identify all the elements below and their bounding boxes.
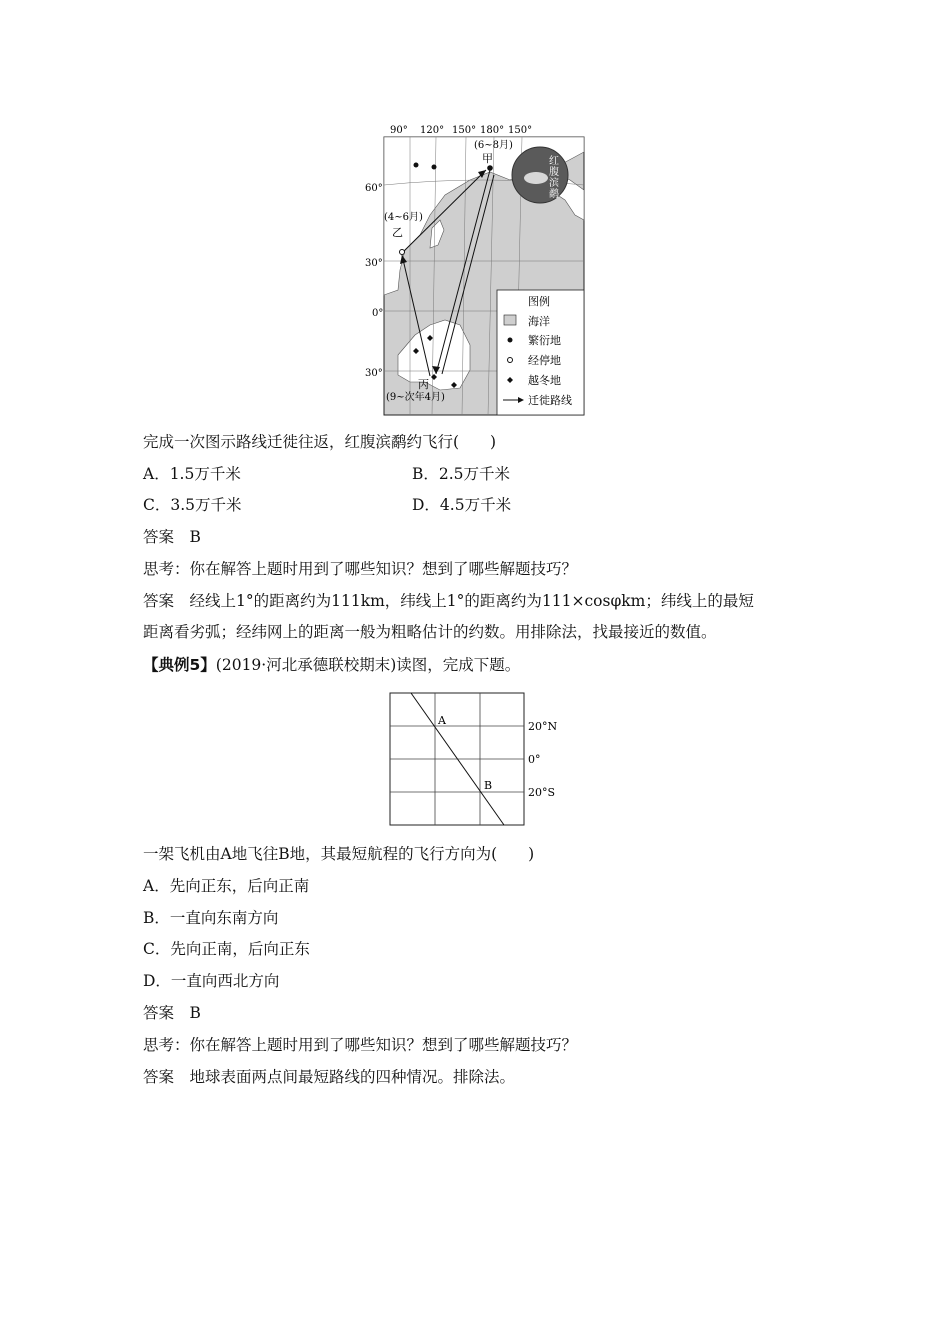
q1-option-c: C．3.5万千米 [143,496,242,514]
grid-lat-label: 20°N [528,720,558,733]
legend-item-label: 经停地 [528,354,561,367]
legend-item-label: 越冬地 [528,374,561,387]
map-lon-label: 90° [390,125,408,136]
grid-point-a: A [438,714,446,727]
map-lon-label: 180° [480,125,505,136]
q1-explain-1: 答案 经线上1°的距离约为111km，纬线上1°的距离约为111×cosφkm；纬线上的最短 [143,592,754,610]
site-jia-period: (6~8月) [474,140,513,151]
bird-label: 红腹滨鹬 [546,155,558,199]
migration-map [365,120,590,420]
example5-tag: 【典例5】 [143,656,216,674]
grid-lat-label: 0° [528,753,541,766]
example5-source: (2019·河北承德联校期末)读图，完成下题。 [215,656,521,674]
map-lat-label: 30° [365,258,383,269]
q2-option-a: A．先向正东，后向正南 [143,877,310,895]
legend-filled-dot [508,338,513,343]
map-lon-label: 120° [420,125,445,136]
legend-item-label: 迁徙路线 [528,394,572,407]
example5-heading [143,655,520,675]
site-jia-label: 甲 [482,152,493,165]
latlon-grid-figure [385,688,585,830]
site-bing-label: 丙 [418,378,429,391]
site-yi-period: (4~6月) [384,212,423,223]
q1-option-a: A．1.5万千米 [143,465,241,483]
q2-option-b: B．一直向东南方向 [143,909,279,927]
q2-explain: 答案 地球表面两点间最短路线的四种情况。排除法。 [143,1068,516,1086]
breeding-site-dot [432,165,437,170]
q2-answer: 答案 B [143,1004,201,1022]
grid-point-b: B [484,779,493,792]
site-yi-label: 乙 [392,226,403,239]
q2-stem: 一架飞机由A地飞往B地，其最短航程的飞行方向为( ) [143,845,535,863]
site-bing-period: (9~次年4月) [386,392,445,403]
map-lat-label: 60° [365,183,383,194]
legend-item-label: 海洋 [528,315,550,328]
q2-option-c: C．先向正南，后向正东 [143,940,310,958]
map-lon-label: 150° [452,125,477,136]
q1-explain-2: 距离看劣弧；经纬网上的距离一般为粗略估计的约数。用排除法，找最接近的数值。 [143,623,717,641]
stopover-site-dot [400,250,405,255]
map-lat-label: 30° [365,368,383,379]
q1-option-d: D．4.5万千米 [412,496,512,514]
legend-ocean-swatch [504,315,516,325]
legend-hollow-dot [508,358,513,363]
q1-stem: 完成一次图示路线迁徙往返，红腹滨鹬约飞行( ) [143,433,497,451]
q2-option-d: D．一直向西北方向 [143,972,280,990]
breeding-site-dot [414,163,419,168]
breeding-site-dot [487,165,493,171]
q1-think: 思考：你在解答上题时用到了哪些知识？想到了哪些解题技巧？ [143,560,578,578]
map-lon-label: 150° [508,125,533,136]
q2-think: 思考：你在解答上题时用到了哪些知识？想到了哪些解题技巧？ [143,1036,578,1054]
q1-option-b: B．2.5万千米 [412,465,511,483]
legend-item-label: 繁衍地 [528,334,561,347]
bird-shape [524,172,548,184]
legend-title: 图例 [528,295,550,308]
grid-lat-label: 20°S [528,786,556,799]
q1-answer: 答案 B [143,528,201,546]
map-lat-label: 0° [372,308,384,319]
